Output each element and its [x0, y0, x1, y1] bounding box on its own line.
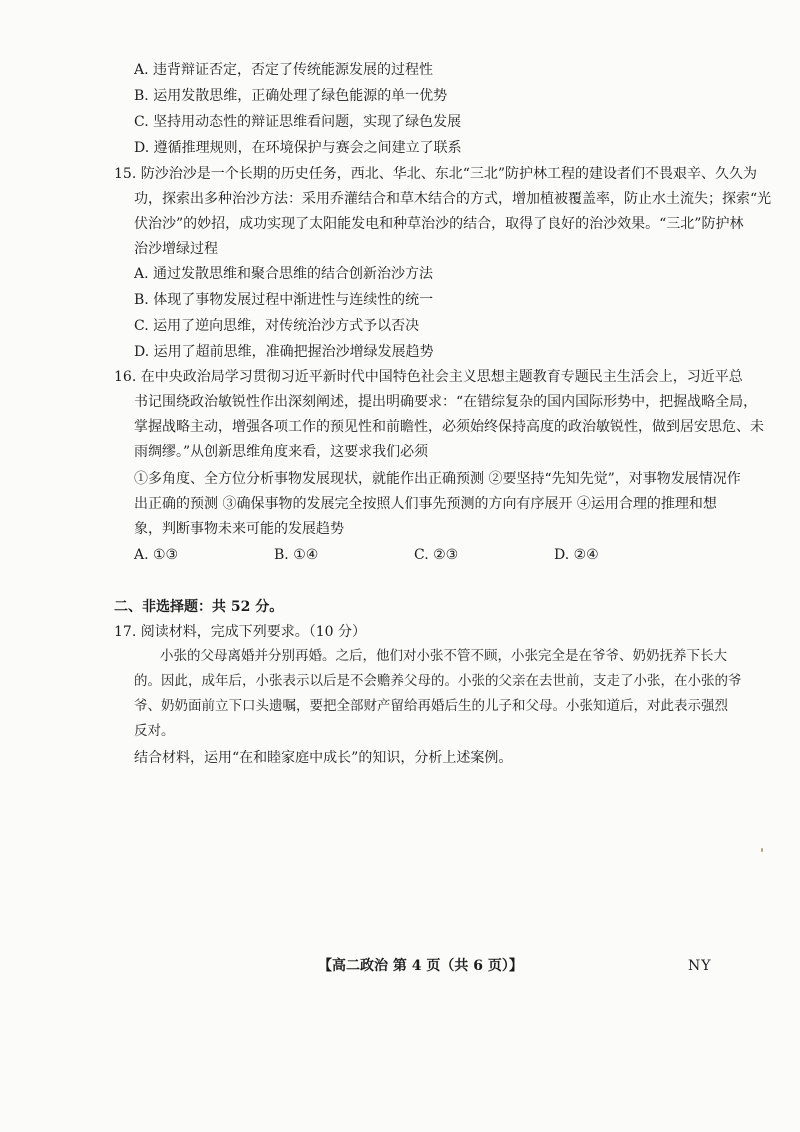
- q17-material-line-3: 爷、奶奶面前立下口头遗嘱，要把全部财产留给再婚后生的儿子和父母。小张知道后，对此表示强烈: [134, 698, 728, 714]
- q15-option-d: D. 运用了超前思维，准确把握治沙增绿发展趋势: [134, 344, 434, 360]
- q14-option-b: B. 运用发散思维，正确处理了绿色能源的单一优势: [134, 88, 448, 104]
- q16-choices: [134, 545, 694, 565]
- exam-code: NY: [688, 958, 712, 974]
- q16-statement-line-2: 出正确的预测 ③确保事物的发展完全按照人们事先预测的方向有序展开 ④运用合理的推理和想: [134, 496, 717, 512]
- q16-stem-line-3: 掌握战略主动，增强各项工作的预见性和前瞻性，必须始终保持高度的政治敏锐性，做到居安思危、未: [134, 419, 764, 435]
- q17-material-line-2: 的。因此，成年后，小张表示以后是不会赡养父母的。小张的父亲在去世前，支走了小张，在小张的爷: [134, 673, 742, 689]
- page-number-label: 【高二政治 第 4 页（共 6 页）】: [318, 958, 523, 974]
- q16-choice-c: C. ②③: [414, 547, 459, 563]
- q15-stem-line-1: 15. 防沙治沙是一个长期的历史任务，西北、华北、东北“三北”防护林工程的建设者们不畏艰辛、久久为: [114, 166, 758, 182]
- q16-stem-line-2: 书记围绕政治敏锐性作出深刻阐述，提出明确要求：“在错综复杂的国内国际形势中，把握战略全局，: [134, 394, 758, 410]
- q16-stem-line-1: 16. 在中央政治局学习贯彻习近平新时代中国特色社会主义思想主题教育专题民主生活会上，习近平总: [114, 369, 743, 385]
- q14-option-c: C. 坚持用动态性的辩证思维看问题，实现了绿色发展: [134, 114, 462, 130]
- q16-stem-line-4: 雨绸缪。”从创新思维角度来看，这要求我们必须: [134, 444, 429, 460]
- page-footer: [0, 956, 800, 976]
- q15-option-a: A. 通过发散思维和聚合思维的结合创新治沙方法: [134, 266, 434, 282]
- scan-speck: [761, 848, 763, 852]
- q15-stem-line-2: 功，探索出多种治沙方法：采用乔灌结合和草木结合的方式，增加植被覆盖率，防止水土流失；探索“光: [134, 191, 772, 207]
- q16-statement-line-3: 象，判断事物未来可能的发展趋势: [134, 521, 344, 537]
- q14-option-a: A. 违背辩证否定，否定了传统能源发展的过程性: [134, 62, 434, 78]
- q15-stem-line-3: 伏治沙”的妙招，成功实现了太阳能发电和种草治沙的结合，取得了良好的治沙效果。“三北”防护林: [134, 216, 744, 232]
- q15-option-c: C. 运用了逆向思维，对传统治沙方式予以否决: [134, 318, 420, 334]
- q14-option-d: D. 遵循推理规则，在环境保护与赛会之间建立了联系: [134, 140, 462, 156]
- q15-stem-line-4: 治沙增绿过程: [134, 241, 218, 257]
- q16-choice-d: D. ②④: [554, 547, 599, 563]
- q17-stem: 17. 阅读材料，完成下列要求。（10 分）: [114, 624, 366, 640]
- q15-option-b: B. 体现了事物发展过程中渐进性与连续性的统一: [134, 292, 434, 308]
- q16-choice-b: B. ①④: [274, 547, 319, 563]
- q16-choice-a: A. ①③: [134, 547, 179, 563]
- q17-material-line-1: 小张的父母离婚并分别再婚。之后，他们对小张不管不顾，小张完全是在爷爷、奶奶抚养下长大: [160, 648, 727, 664]
- q16-statement-line-1: ①多角度、全方位分析事物发展现状，就能作出正确预测 ②要坚持“先知先觉”，对事物发展情况作: [134, 471, 741, 487]
- q17-task: 结合材料，运用“在和睦家庭中成长”的知识，分析上述案例。: [134, 750, 513, 766]
- section-2-heading: 二、非选择题：共 52 分。: [114, 599, 284, 615]
- q17-material-line-4: 反对。: [134, 723, 175, 739]
